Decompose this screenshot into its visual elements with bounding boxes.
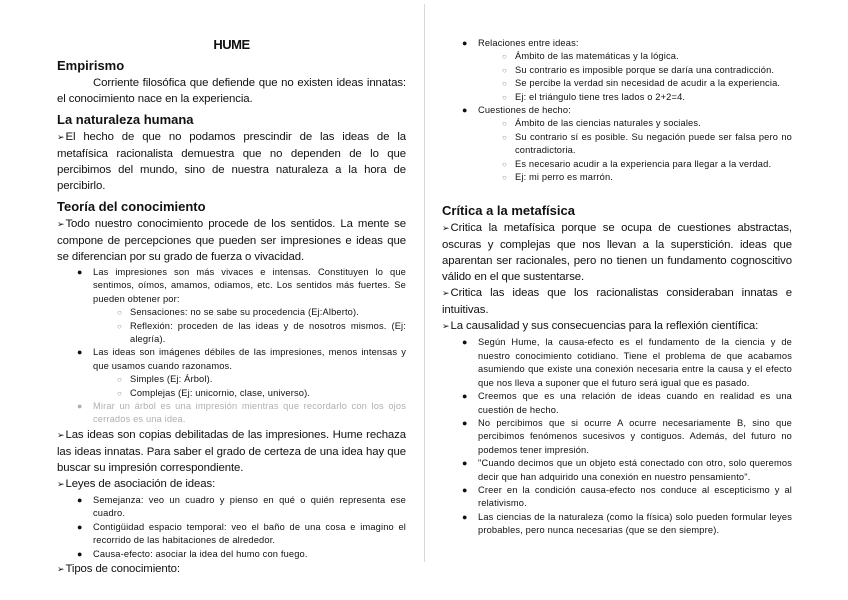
circle-bullet-icon: ○ (502, 65, 507, 75)
circle-bullet-icon: ○ (502, 159, 507, 169)
section-heading: Empirismo (57, 58, 125, 73)
bullet-dot-icon: ● (77, 521, 83, 532)
arrow-bullet-icon: ➢ (57, 430, 65, 441)
bullet-dot-icon: ● (77, 347, 83, 358)
bullet-list (442, 336, 792, 537)
sub-list-item-text: Ámbito de las matemáticas y la lógica. (515, 51, 679, 62)
sub-list-item-text: Sensaciones: no se sabe su procedencia (Ej:Alberto). (130, 307, 359, 318)
bullet-dot-icon: ● (77, 548, 83, 559)
paragraph (57, 427, 406, 476)
section-heading: La naturaleza humana (57, 112, 194, 127)
sub-list-item-text: Es necesario acudir a la experiencia para llegar a la verdad. (515, 158, 772, 169)
circle-bullet-icon: ○ (117, 375, 122, 385)
arrow-bullet-icon: ➢ (57, 220, 65, 230)
list-item-text: Causa-efecto: asociar la idea del humo con fuego. (93, 548, 308, 559)
list-item-text: Relaciones entre ideas: (478, 38, 579, 48)
paragraph (57, 476, 406, 493)
bullet-dot-icon: ● (77, 267, 83, 277)
right-column (442, 36, 792, 538)
paragraph-text: Las ideas son copias debilitadas de las impresiones. Hume rechaza las ideas innatas. Para saber el grado de certeza de una idea hay que buscar su impresión correspondiente. (57, 428, 406, 474)
sub-list-item (442, 171, 792, 184)
list-item (442, 390, 792, 417)
left-column (57, 37, 406, 578)
section-heading: Teoría del conocimiento (57, 199, 206, 214)
sub-list-item (442, 77, 792, 90)
circle-bullet-icon: ○ (502, 92, 507, 102)
sub-list-item (442, 64, 792, 77)
circle-bullet-icon: ○ (502, 173, 507, 183)
circle-bullet-icon: ○ (502, 52, 507, 62)
circle-bullet-icon: ○ (117, 308, 122, 318)
list-item (442, 484, 792, 511)
paragraph (57, 75, 406, 107)
bullet-dot-icon: ● (462, 105, 468, 116)
circle-bullet-icon: ○ (117, 388, 122, 398)
sub-list-item (442, 158, 792, 171)
paragraph-text: Tipos de conocimiento: (65, 562, 180, 575)
list-item (442, 417, 792, 457)
bullet-dot-icon: ● (462, 38, 468, 48)
list-item-text: Creer en la condición causa-efecto nos conduce al escepticismo y al relativismo. (478, 484, 792, 509)
list-item-text: Contigüidad espacio temporal: veo el baño de una cosa e imagino el recorrido de las habitaciones de alrededor. (93, 521, 406, 546)
document-title: HUME (213, 37, 250, 52)
arrow-bullet-icon: ➢ (57, 479, 65, 490)
list-item (442, 336, 792, 390)
paragraph (442, 220, 792, 285)
list-item-text: Las impresiones son más vivaces e intensas. Constituyen lo que sentimos, oímos, amamos, odiamos, etc. Los sentidos más fuertes. Se pueden obtener por: (93, 267, 406, 304)
circle-bullet-icon: ○ (502, 79, 507, 89)
list-item (442, 104, 792, 117)
sub-list-item (442, 131, 792, 158)
paragraph-text: Leyes de asociación de ideas: (65, 477, 216, 490)
list-item-text: Semejanza: veo un cuadro y pienso en qué o quién representa ese cuadro. (93, 494, 406, 519)
bullet-list (442, 37, 792, 184)
arrow-bullet-icon: ➢ (57, 133, 65, 143)
sub-list-item-text: Reflexión: proceden de las ideas y de nosotros mismos. (Ej: alegría). (130, 320, 406, 345)
section-heading: Crítica a la metafísica (442, 203, 575, 219)
paragraph-text: La causalidad y sus consecuencias para la reflexión científica: (450, 320, 759, 333)
list-item (442, 37, 792, 50)
spacer (442, 184, 792, 198)
paragraph (57, 216, 406, 265)
bullet-dot-icon: ● (462, 484, 468, 495)
sub-list-item-text: Simples (Ej: Árbol). (130, 374, 213, 385)
circle-bullet-icon: ○ (502, 119, 507, 129)
column-divider (424, 4, 425, 562)
list-item (57, 266, 406, 306)
sub-list-item (442, 50, 792, 63)
paragraph-text: Critica la metafísica porque se ocupa de cuestiones abstractas, oscuras y complejas que nos llevan a la superstición. ideas que aparentan ser racionales, pero no tienen un fundamento cognoscitivo válido en el que sustentarse. (442, 222, 792, 284)
paragraph (442, 285, 792, 318)
list-item (57, 521, 406, 548)
list-item-text: Mirar un árbol es una impresión mientras que recordarlo con los ojos cerrados es una idea. (93, 401, 406, 425)
list-item-text: Creemos que es una relación de ideas cuando en realidad es una cuestión de hecho. (478, 391, 792, 415)
sub-list-item (442, 117, 792, 130)
arrow-bullet-icon: ➢ (57, 564, 65, 575)
bullet-dot-icon: ● (462, 458, 468, 469)
list-item-text: "Cuando decimos que un objeto está conectado con otro, solo queremos decir que han adquirido una conexión en nuestro pensamiento". (478, 458, 792, 482)
circle-bullet-icon: ○ (117, 321, 122, 331)
sub-list-item (57, 306, 406, 319)
paragraph-text: Todo nuestro conocimiento procede de los sentidos. La mente se compone de percepciones que pueden ser impresiones e ideas que se diferencian por su grado de fuerza o vivacidad. (57, 218, 406, 263)
arrow-bullet-icon: ➢ (442, 322, 450, 333)
bullet-dot-icon: ● (462, 391, 468, 402)
list-item-text: Las ciencias de la naturaleza (como la física) solo pueden formular leyes probables, pero nunca necesarias (que se den siempre). (478, 511, 792, 536)
sub-list-item (57, 320, 406, 347)
bullet-dot-icon: ● (462, 417, 468, 428)
sub-list-item-text: Su contrario sí es posible. Su negación puede ser falsa pero no contradictoria. (515, 131, 792, 156)
list-item (57, 400, 406, 427)
sub-list-item (57, 387, 406, 400)
sub-list-item-text: Su contrario es imposible porque se daría una contradicción. (515, 64, 775, 75)
list-item (442, 511, 792, 538)
sub-list-item (442, 91, 792, 104)
sub-list-item-text: Complejas (Ej: unicornio, clase, universo). (130, 387, 311, 398)
list-item (57, 494, 406, 521)
bullet-list (57, 266, 406, 427)
list-item (442, 457, 792, 484)
bullet-dot-icon: ● (462, 337, 468, 348)
list-item (57, 548, 406, 561)
sub-list-item-text: Ej: el triángulo tiene tres lados o 2+2=4. (515, 91, 686, 102)
arrow-bullet-icon: ➢ (442, 289, 450, 300)
paragraph-text: Critica las ideas que los racionalistas consideraban innatas e intuitivas. (442, 287, 792, 317)
sub-list-item (57, 373, 406, 386)
paragraph (57, 129, 406, 194)
list-item-text: Según Hume, la causa-efecto es el fundamento de la ciencia y de nuestro conocimiento cotidiano. Tiene el problema de que acabamos asumiendo que existe una conexión necesaria entre la causa y el efecto que nos lleva a suponer que el futuro será igual que es pasado. (478, 337, 792, 388)
sub-list-item-text: Ej: mi perro es marrón. (515, 172, 613, 183)
circle-bullet-icon: ○ (502, 132, 507, 142)
list-item-text: No percibimos que si ocurre A ocurre necesariamente B, sino que percibimos fenómenos sucesivos y contiguos. Además, del futuro no podemos tener impresión. (478, 417, 792, 455)
bullet-dot-icon: ● (77, 401, 83, 412)
bullet-list (57, 494, 406, 561)
list-item-text: Las ideas son imágenes débiles de las impresiones, menos intensas y que usamos cuando razonamos. (93, 347, 406, 371)
arrow-bullet-icon: ➢ (442, 224, 450, 235)
list-item (57, 346, 406, 373)
bullet-dot-icon: ● (462, 511, 468, 522)
sub-list-item-text: Se percibe la verdad sin necesidad de acudir a la experiencia. (515, 78, 781, 89)
paragraph-text: El hecho de que no podamos prescindir de las ideas de la metafísica racionalista demuestra que no dependen de lo que percibimos del mundo, sino de nuestra naturaleza a la hora de percibirlo. (57, 131, 406, 192)
bullet-dot-icon: ● (77, 494, 83, 505)
paragraph (57, 561, 406, 578)
paragraph-text: Corriente filosófica que defiende que no existen ideas innatas: el conocimiento nace en la experiencia. (57, 77, 406, 105)
list-item-text: Cuestiones de hecho: (478, 105, 571, 116)
sub-list-item-text: Ámbito de las ciencias naturales y sociales. (515, 118, 701, 129)
paragraph (442, 318, 792, 335)
